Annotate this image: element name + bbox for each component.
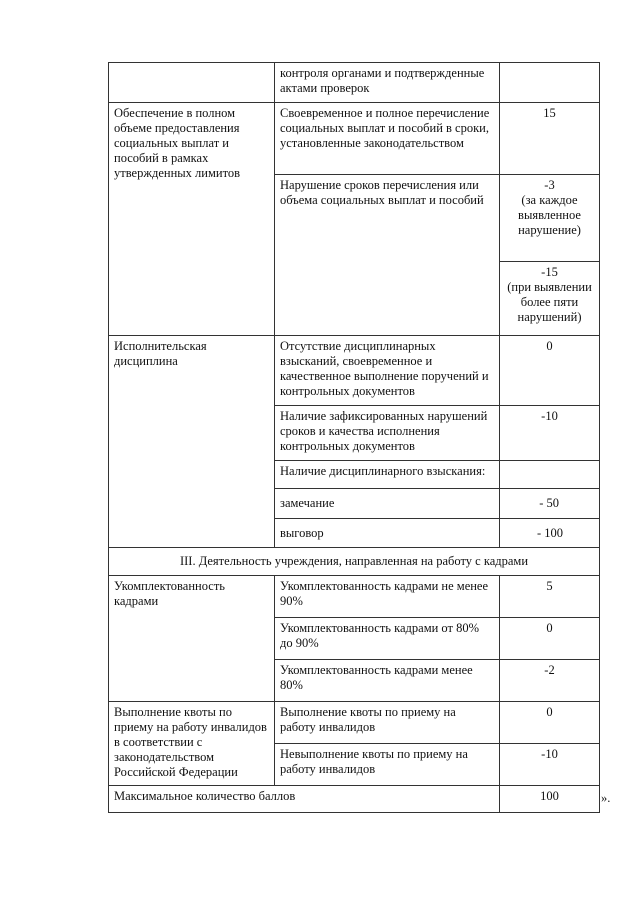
score-cell: - 100: [500, 519, 600, 548]
table-row: [109, 336, 600, 406]
total-label: Максимальное количество баллов: [109, 786, 500, 813]
score-cell: - 50: [500, 489, 600, 519]
condition-cell: Нарушение сроков перечисления или объема социальных выплат и пособий: [275, 175, 500, 336]
score-value: -3 (за каждое выявленное нарушение): [518, 178, 581, 237]
criterion-cell: [109, 63, 275, 103]
table-row: [109, 63, 600, 103]
score-cell: 0: [500, 702, 600, 744]
score-cell: -10: [500, 406, 600, 461]
condition-cell: Укомплектованность кадрами менее 80%: [275, 660, 500, 702]
criterion-cell: Обеспечение в полном объеме предоставления социальных выплат и пособий в рамках утвержденных лимитов: [109, 103, 275, 336]
criterion-cell: Укомплектованность кадрами: [109, 576, 275, 702]
criterion-cell: Исполнительская дисциплина: [109, 336, 275, 548]
condition-cell: выговор: [275, 519, 500, 548]
score-cell: 0: [500, 336, 600, 406]
score-cell: [500, 262, 600, 336]
score-cell: -2: [500, 660, 600, 702]
criteria-table: [108, 62, 600, 813]
closing-quote: ».: [601, 791, 611, 805]
score-cell: 0: [500, 618, 600, 660]
condition-cell: Своевременное и полное перечисление социальных выплат и пособий в сроки, установленные законодательством: [275, 103, 500, 175]
condition-cell: контроля органами и подтвержденные актами проверок: [275, 63, 500, 103]
score-cell: -10: [500, 744, 600, 786]
score-cell: [500, 63, 600, 103]
condition-cell: Укомплектованность кадрами от 80% до 90%: [275, 618, 500, 660]
table-row: [109, 702, 600, 744]
condition-cell: Наличие дисциплинарного взыскания:: [275, 461, 500, 489]
section-heading: III. Деятельность учреждения, направленная на работу с кадрами: [109, 548, 600, 576]
table-row: [109, 786, 600, 813]
condition-cell: Отсутствие дисциплинарных взысканий, своевременное и качественное выполнение поручений и контрольных документов: [275, 336, 500, 406]
score-cell: [500, 461, 600, 489]
condition-cell: Выполнение квоты по приему на работу инвалидов: [275, 702, 500, 744]
criterion-cell: Выполнение квоты по приему на работу инвалидов в соответствии с законодательством Российской Федерации: [109, 702, 275, 786]
condition-cell: Укомплектованность кадрами не менее 90%: [275, 576, 500, 618]
condition-cell: Наличие зафиксированных нарушений сроков и качества исполнения контрольных документов: [275, 406, 500, 461]
table-row: [109, 576, 600, 618]
score-cell: [500, 175, 600, 262]
condition-cell: замечание: [275, 489, 500, 519]
table-row: [109, 103, 600, 175]
score-cell: 5: [500, 576, 600, 618]
score-value: -15 (при выявлении более пяти нарушений): [507, 265, 592, 324]
score-cell: 15: [500, 103, 600, 175]
condition-cell: Невыполнение квоты по приему на работу инвалидов: [275, 744, 500, 786]
total-score: 100: [500, 786, 600, 813]
table-row: [109, 548, 600, 576]
